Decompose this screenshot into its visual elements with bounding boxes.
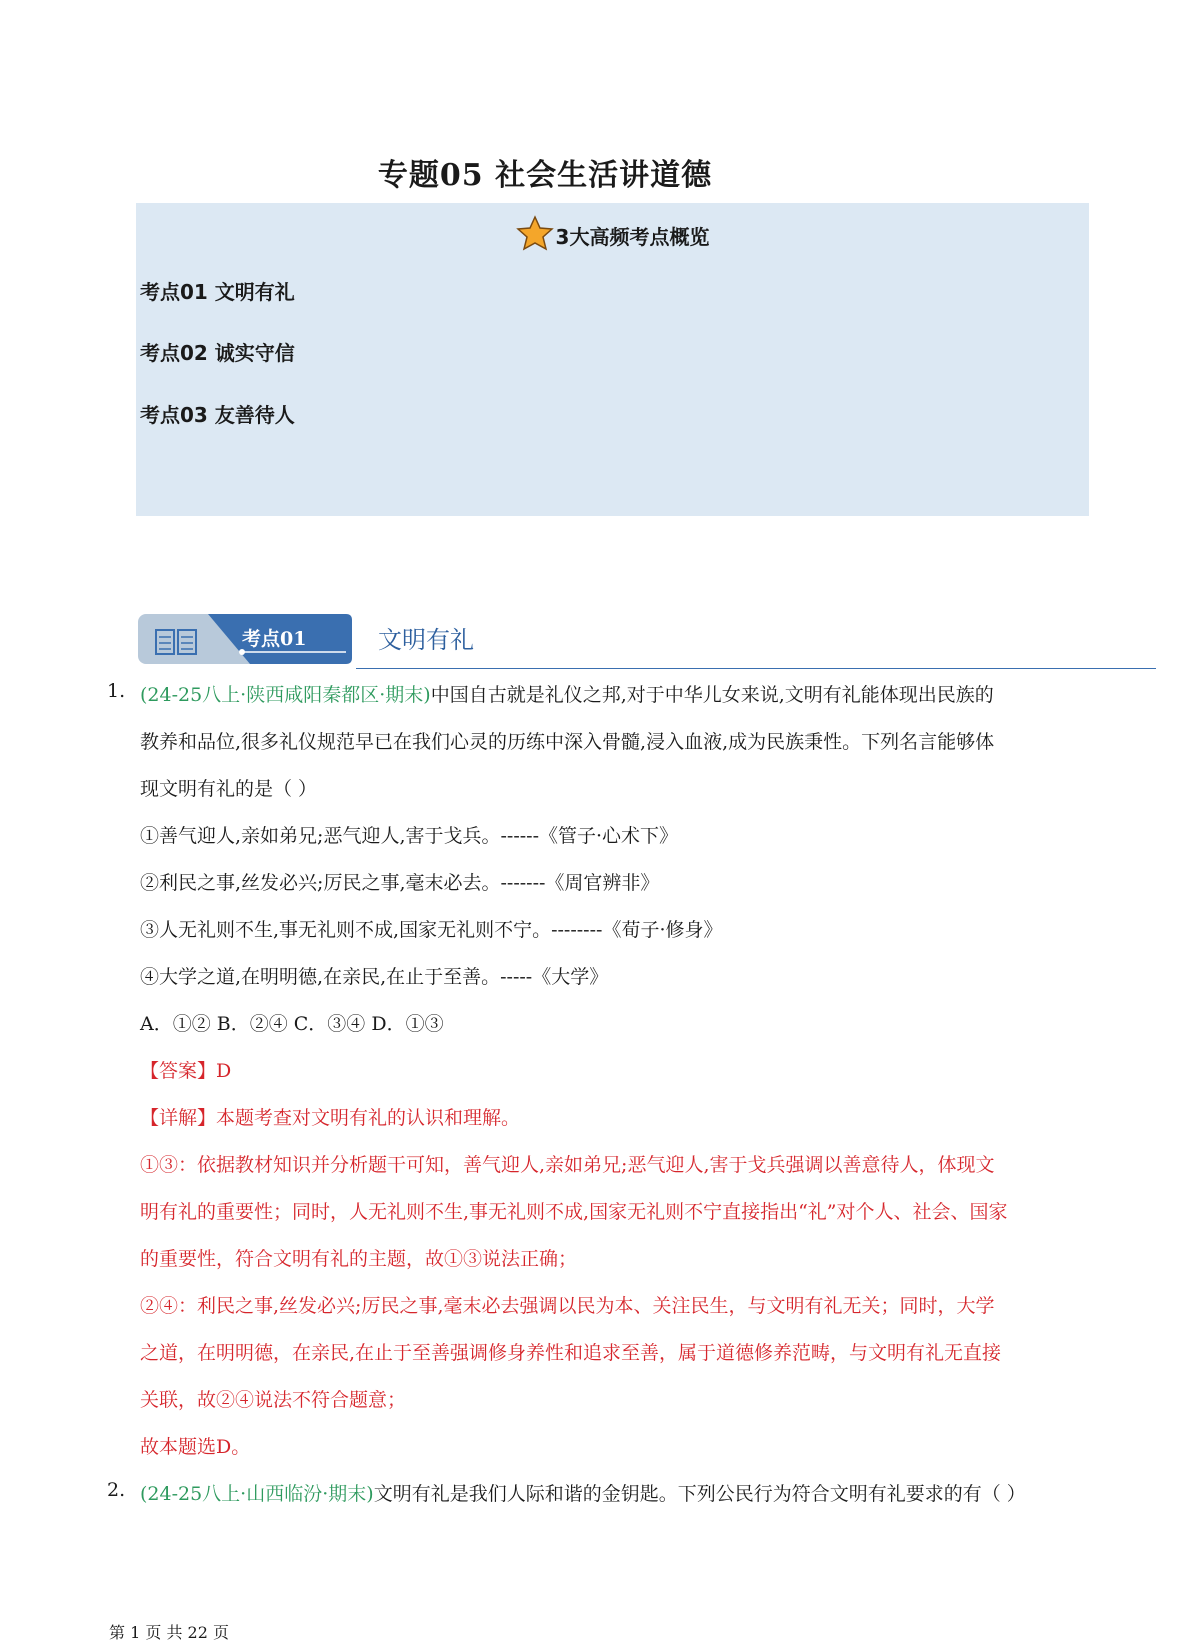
overview-item-1: 考点01 文明有礼	[140, 280, 295, 304]
q1-explanation-5: 之道，在明明德，在亲民,在止于至善强调修身养性和追求至善，属于道德修养范畴，与文明有礼无直接	[140, 1342, 1002, 1364]
q1-option-1: ①善气迎人,亲如弟兄;恶气迎人,害于戈兵。------《管子·心术下》	[140, 825, 679, 847]
q2-number: 2.	[107, 1479, 126, 1501]
q1-choices: A．①② B．②④ C．③④ D．①③	[140, 1013, 444, 1035]
q1-stem-line-3: 现文明有礼的是（ ）	[140, 778, 318, 800]
star-icon	[516, 215, 554, 256]
q1-option-3: ③人无礼则不生,事无礼则不成,国家无礼则不宁。--------《荀子·修身》	[140, 919, 723, 941]
overview-item-3: 考点03 友善待人	[140, 403, 295, 427]
section-divider	[356, 668, 1156, 669]
section-title: 文明有礼	[378, 626, 474, 654]
q2-stem: (24-25八上·山西临汾·期末)文明有礼是我们人际和谐的金钥匙。下列公民行为符合文明有礼要求的有（ ）	[140, 1483, 1026, 1505]
overview-box	[136, 203, 1089, 516]
q1-source: (24-25八上·陕西咸阳秦都区·期末)	[140, 684, 431, 706]
q1-answer: 【答案】D	[140, 1060, 232, 1082]
q1-number: 1.	[107, 680, 126, 702]
q1-stem-line-2: 教养和品位,很多礼仪规范早已在我们心灵的历练中深入骨髓,浸入血液,成为民族秉性。下列名言能够体	[140, 731, 995, 753]
q1-explanation-4: ②④：利民之事,丝发必兴;厉民之事,毫末必去强调以民为本、关注民生，与文明有礼无关；同时，大学	[140, 1295, 995, 1317]
q1-explanation-3: 的重要性，符合文明有礼的主题，故①③说法正确；	[140, 1248, 578, 1270]
q2-source: (24-25八上·山西临汾·期末)	[140, 1483, 374, 1505]
q1-explanation-6: 关联，故②④说法不符合题意；	[140, 1389, 407, 1411]
page-title: 专题05 社会生活讲道德	[377, 158, 713, 193]
q1-explanation-2: 明有礼的重要性；同时，人无礼则不生,事无礼则不成,国家无礼则不宁直接指出“礼”对个人、社会、国家	[140, 1201, 1008, 1223]
page-footer: 第 1 页 共 22 页	[109, 1623, 229, 1642]
q1-stem-line-1: (24-25八上·陕西咸阳秦都区·期末)中国自古就是礼仪之邦,对于中华儿女来说,文明有礼能体现出民族的	[140, 684, 994, 706]
overview-heading: 3大高频考点概览	[136, 215, 1089, 256]
q1-explanation-7: 故本题选D。	[140, 1436, 251, 1458]
q1-option-2: ②利民之事,丝发必兴;厉民之事,毫末必去。-------《周官辨非》	[140, 872, 660, 894]
q1-option-4: ④大学之道,在明明德,在亲民,在止于至善。-----《大学》	[140, 966, 609, 988]
q1-detail: 【详解】本题考查对文明有礼的认识和理解。	[140, 1107, 521, 1129]
overview-item-2: 考点02 诚实守信	[140, 341, 295, 365]
section-tab	[138, 612, 354, 666]
q1-explanation-1: ①③：依据教材知识并分析题干可知，善气迎人,亲如弟兄;恶气迎人,害于戈兵强调以善意待人，体现文	[140, 1154, 995, 1176]
section-tab-label: 考点01	[242, 628, 307, 650]
